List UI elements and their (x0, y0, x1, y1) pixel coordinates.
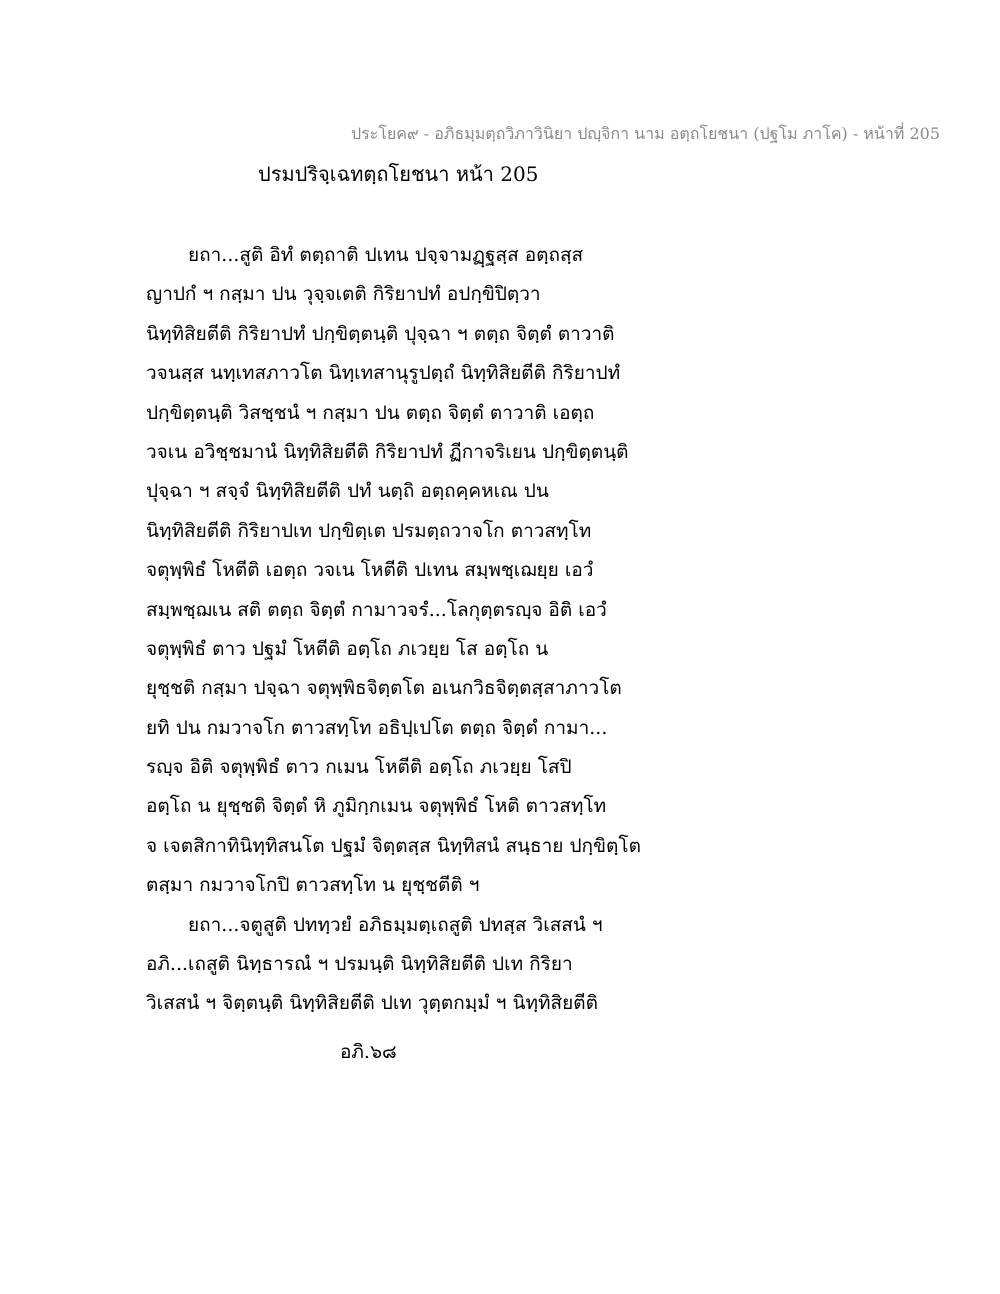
body-text (146, 240, 706, 1028)
text-line: อภิ...เถสูติ นิทฺธารณํ ฯ ปรมนฺติ นิทฺทิสิยตีติ ปเท กิริยา (146, 953, 573, 976)
section-title: ปรมปริจฺเฉทตฺถโยชนา หน้า 205 (258, 162, 539, 186)
text-line: ยุชฺชติ กสฺมา ปจฺฉา จตุพฺพิธจิตฺตโต อเนกวิธจิตฺตสฺสาภาวโต (146, 677, 622, 700)
running-header: ประโยค๙ - อภิธมฺมตฺถวิภาวินิยา ปญฺจิกา นาม อตฺถโยชนา (ปฐโม ภาโค) - หน้าที่ 205 (350, 124, 940, 143)
text-line: วิเสสนํ ฯ จิตฺตนฺติ นิทฺทิสิยตีติ ปเท วุตฺตกมฺมํ ฯ นิทฺทิสิยตีติ (146, 992, 598, 1015)
text-line: ยถา...สูติ อิทํ ตตฺถาติ ปเทน ปจฺจามฏฺฐสฺส อตฺถสฺส (188, 244, 584, 266)
text-line: นิทฺทิสิยตีติ กิริยาปเท ปกฺขิตฺเต ปรมตฺถวาจโก ตาวสทฺโท (146, 519, 592, 542)
text-line: อตฺโถ น ยุชฺชติ จิตฺตํ หิ ภูมิกฺกเมน จตุพฺพิธํ โหติ ตาวสทฺโท (146, 795, 607, 818)
text-line: วจนสฺส นทฺเทสภาวโต นิทฺเทสานุรูปตฺถํ นิทฺทิสิยตีติ กิริยาปทํ (146, 362, 621, 385)
text-line: สมฺพชฺฌเน สติ ตตฺถ จิตฺตํ กามาวจรํ...โลกุตฺตรญฺจ อิติ เอวํ (146, 598, 607, 621)
text-line: ปกฺขิตฺตนฺติ วิสชฺชนํ ฯ กสฺมา ปน ตตฺถ จิตฺตํ ตาวาติ เอตฺถ (146, 401, 595, 424)
text-line: จ เจตสิกาทินิทฺทิสนโต ปฐมํ จิตฺตสฺส นิทฺทิสนํ สนฺธาย ปกฺขิตฺโต (146, 834, 641, 857)
text-line: ยถา...จตูสูติ ปททฺวยํ อภิธมฺมตฺเถสูติ ปทสฺส วิเสสนํ ฯ (188, 913, 603, 936)
text-line: ปุจฺฉา ฯ สจฺจํ นิทฺทิสิยตีติ ปทํ นตฺถิ อตฺถคฺคหเณ ปน (146, 480, 549, 503)
text-line: ตสฺมา กมวาจโกปิ ตาวสทฺโท น ยุชฺชตีติ ฯ (146, 874, 480, 897)
text-line: รญฺจ อิติ จตุพฺพิธํ ตาว กเมน โหตีติ อตฺโถ ภเวยฺย โสปิ (146, 756, 572, 779)
text-line: จตุพฺพิธํ โหตีติ เอตฺถ วจเน โหตีติ ปเทน สมฺพชฺเฌยฺย เอวํ (146, 559, 594, 582)
page-marker: อภิ.๖๘ (340, 1041, 397, 1063)
text-line: นิทฺทิสิยตีติ กิริยาปทํ ปกฺขิตฺตนฺติ ปุจฺฉา ฯ ตตฺถ จิตฺตํ ตาวาติ (146, 322, 615, 345)
text-line: ญาปกํ ฯ กสฺมา ปน วุจฺจเตติ กิริยาปทํ อปกฺขิปิตฺวา (146, 283, 541, 306)
text-line: วจเน อวิชฺชมานํ นิทฺทิสิยตีติ กิริยาปทํ ฏีกาจริเยน ปกฺขิตฺตนฺติ (146, 440, 629, 463)
text-line: ยทิ ปน กมวาจโก ตาวสทฺโท อธิปฺเปโต ตตฺถ จิตฺตํ กามา... (146, 716, 608, 739)
text-line: จตุพฺพิธํ ตาว ปฐมํ โหตีติ อตฺโถ ภเวยฺย โส อตฺโถ น (146, 637, 549, 660)
